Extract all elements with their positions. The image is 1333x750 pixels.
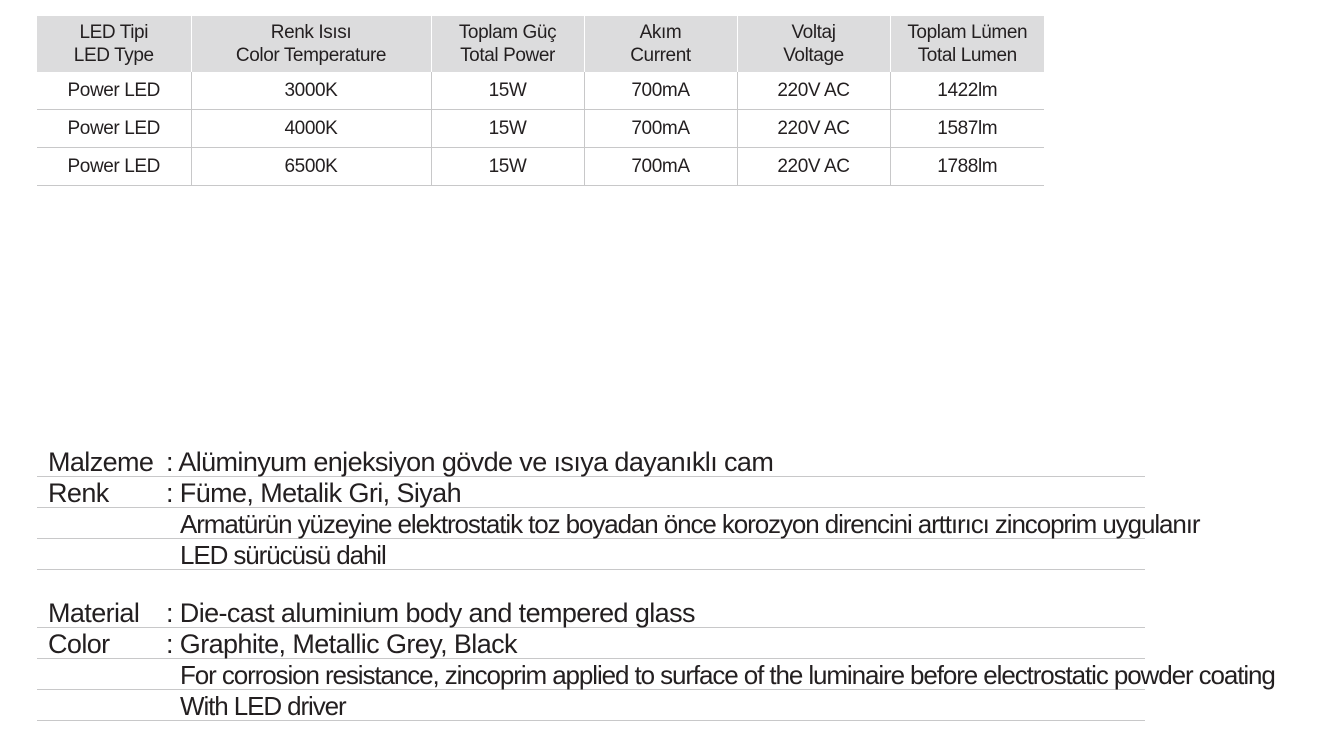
- spec-line-color: [37, 628, 1145, 659]
- cell-color-temperature: 6500K: [191, 148, 431, 186]
- spec-line-note: [37, 690, 1145, 721]
- cell-total-lumen: 1587lm: [890, 110, 1044, 148]
- header-total-lumen-tr: Toplam Lümen: [907, 22, 1028, 43]
- cell-total-power: 15W: [431, 110, 584, 148]
- header-total-lumen: [890, 16, 1044, 72]
- cell-color-temperature: 3000K: [191, 72, 431, 110]
- header-voltage-tr: Voltaj: [791, 22, 836, 43]
- header-current-tr: Akım: [639, 22, 682, 43]
- header-current: [584, 16, 737, 72]
- spec-line-note: [37, 539, 1145, 570]
- cell-color-temperature: 4000K: [191, 110, 431, 148]
- spec-note-coating: For corrosion resistance, zincoprim applied to surface of the luminaire before electrostatic powder coating: [180, 660, 1275, 690]
- cell-total-lumen: 1422lm: [890, 72, 1044, 110]
- spec-value-material: : Alüminyum enjeksiyon gövde ve ısıya dayanıklı cam: [166, 447, 774, 477]
- header-voltage: [737, 16, 890, 72]
- spec-label-color: Renk: [48, 478, 109, 508]
- header-color-temperature-en: Color Temperature: [235, 45, 387, 66]
- led-spec-table: [37, 16, 1044, 186]
- cell-voltage: 220V AC: [737, 110, 890, 148]
- table-header-row: [37, 16, 1044, 72]
- table-row: [37, 110, 1044, 148]
- spec-label-material: Malzeme: [48, 447, 154, 477]
- spec-note-driver: LED sürücüsü dahil: [180, 540, 386, 570]
- spec-note-driver: With LED driver: [180, 691, 346, 721]
- specs-turkish: [37, 446, 1200, 570]
- cell-current: 700mA: [584, 110, 737, 148]
- header-total-lumen-en: Total Lumen: [917, 45, 1017, 66]
- specs-english: [37, 597, 1275, 721]
- spec-line-note: [37, 659, 1275, 690]
- header-current-en: Current: [630, 45, 691, 66]
- header-color-temperature: [191, 16, 431, 72]
- header-total-power-tr: Toplam Güç: [458, 22, 557, 43]
- header-led-type-tr: LED Tipi: [79, 22, 149, 43]
- spec-line-material: [37, 446, 1145, 477]
- header-total-power-en: Total Power: [460, 45, 555, 66]
- table-row: [37, 148, 1044, 186]
- cell-led-type: Power LED: [37, 72, 191, 110]
- cell-current: 700mA: [584, 148, 737, 186]
- spec-line-material: [37, 597, 1145, 628]
- spec-label-color: Color: [48, 629, 110, 659]
- header-led-type: [37, 16, 191, 72]
- cell-total-power: 15W: [431, 72, 584, 110]
- table-row: [37, 72, 1044, 110]
- cell-voltage: 220V AC: [737, 72, 890, 110]
- spec-value-material: : Die-cast aluminium body and tempered glass: [166, 598, 695, 628]
- cell-led-type: Power LED: [37, 148, 191, 186]
- header-color-temperature-tr: Renk Isısı: [270, 22, 352, 43]
- cell-led-type: Power LED: [37, 110, 191, 148]
- spec-label-material: Material: [48, 598, 140, 628]
- spec-value-color: : Füme, Metalik Gri, Siyah: [166, 478, 461, 508]
- cell-current: 700mA: [584, 72, 737, 110]
- cell-voltage: 220V AC: [737, 148, 890, 186]
- spec-line-note: [37, 508, 1200, 539]
- spec-line-color: [37, 477, 1145, 508]
- header-led-type-en: LED Type: [73, 45, 154, 66]
- header-voltage-en: Voltage: [783, 45, 844, 66]
- cell-total-lumen: 1788lm: [890, 148, 1044, 186]
- spec-value-color: : Graphite, Metallic Grey, Black: [166, 629, 517, 659]
- spec-note-coating: Armatürün yüzeyine elektrostatik toz boyadan önce korozyon direncini arttırıcı zincoprim uygulanır: [180, 509, 1200, 539]
- header-total-power: [431, 16, 584, 72]
- cell-total-power: 15W: [431, 148, 584, 186]
